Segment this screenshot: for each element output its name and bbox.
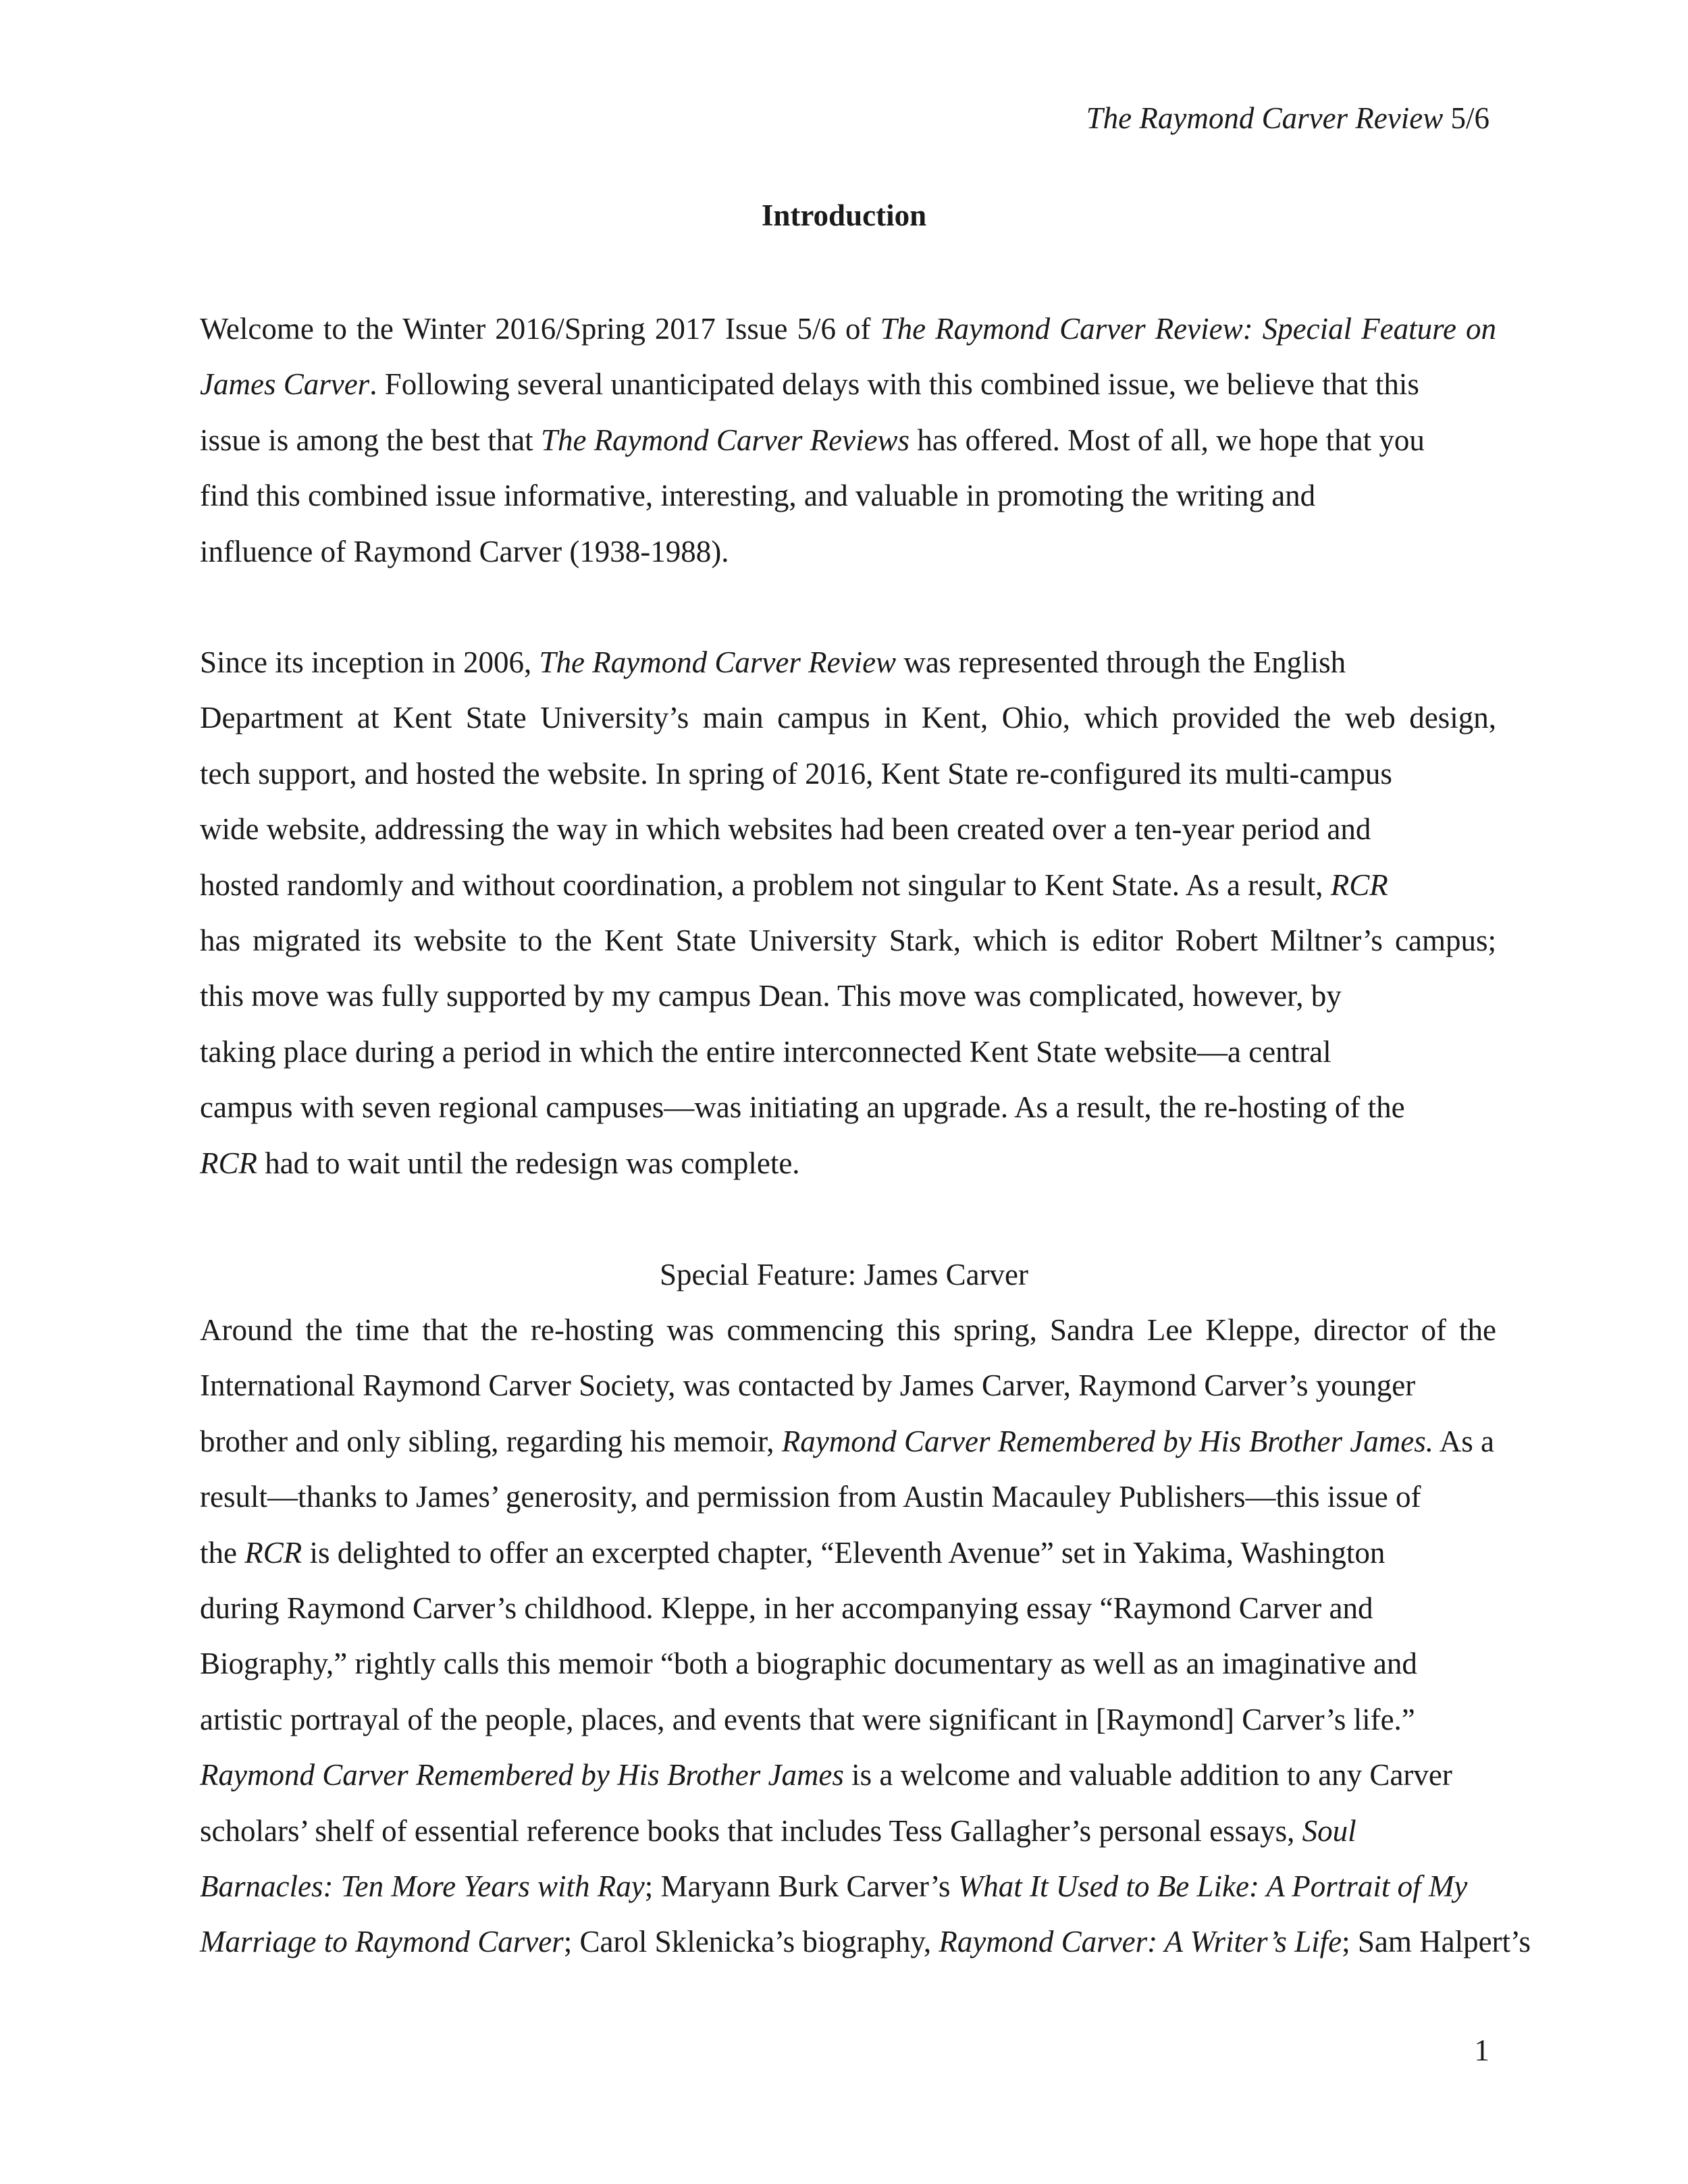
text-run: was represented through the English — [896, 645, 1346, 679]
text-run: As a — [1433, 1424, 1494, 1458]
text-line: Around the time that the re-hosting was commencing this spring, Sandra Lee Kleppe, director of the — [200, 1313, 1496, 1347]
italic-abbreviation: RCR — [200, 1146, 257, 1180]
italic-title: What It Used to Be Like: A Portrait of My — [957, 1869, 1468, 1904]
text-line — [200, 301, 1496, 356]
text-run: Welcome to the Winter 2016/Spring 2017 Issue 5/6 of — [200, 312, 880, 346]
text-line: International Raymond Carver Society, was contacted by James Carver, Raymond Carver’s younger — [200, 1368, 1416, 1403]
text-line: has migrated its website to the Kent State University Stark, which is editor Robert Miltner’s campus; — [200, 924, 1496, 958]
text-run: brother and only sibling, regarding his memoir, — [200, 1424, 782, 1458]
paragraph-history — [200, 635, 1496, 1191]
text-line: wide website, addressing the way in which websites had been created over a ten-year period and — [200, 812, 1371, 847]
text-line: taking place during a period in which the entire interconnected Kent State website—a central — [200, 1034, 1331, 1069]
text-line: influence of Raymond Carver (1938-1988). — [200, 534, 729, 568]
text-line: during Raymond Carver’s childhood. Kleppe, in her accompanying essay “Raymond Carver and — [200, 1591, 1373, 1626]
italic-title: Raymond Carver Remembered by His Brother James. — [781, 1424, 1433, 1458]
text-run: has offered. Most of all, we hope that you — [909, 423, 1425, 457]
text-run: hosted randomly and without coordination, a problem not singular to Kent State. As a result, — [200, 868, 1331, 902]
text-line — [200, 412, 1496, 468]
text-line: find this combined issue informative, interesting, and valuable in promoting the writing and — [200, 479, 1316, 513]
running-header-journal: The Raymond Carver Review — [1086, 101, 1444, 135]
paragraph-welcome — [200, 301, 1496, 579]
running-header — [1086, 99, 1489, 138]
text-run: Since its inception in 2006, — [200, 645, 539, 679]
italic-abbreviation: RCR — [244, 1535, 302, 1570]
italic-title: Marriage to Raymond Carver — [200, 1925, 564, 1959]
text-line: Biography,” rightly calls this memoir “both a biographic documentary as well as an imaginative and — [200, 1647, 1417, 1681]
text-run: the — [200, 1535, 245, 1570]
text-line — [200, 1914, 1531, 1969]
text-line: campus with seven regional campuses—was initiating an upgrade. As a result, the re-hosting of the — [200, 1090, 1405, 1125]
text-run: ; Sam Halpert’s — [1342, 1925, 1531, 1959]
italic-title: The Raymond Carver Reviews — [540, 423, 910, 457]
text-line — [200, 857, 1496, 913]
running-header-issue: 5/6 — [1450, 101, 1489, 135]
text-line — [200, 1414, 1496, 1469]
text-run: ; Carol Sklenicka’s biography, — [563, 1925, 939, 1959]
text-run: ; Maryann Burk Carver’s — [644, 1869, 958, 1904]
text-line: tech support, and hosted the website. In spring of 2016, Kent State re-configured its multi-campus — [200, 756, 1392, 791]
text-run: scholars’ shelf of essential reference books that includes Tess Gallagher’s personal essays, — [200, 1813, 1302, 1848]
page-title: Introduction — [761, 198, 927, 232]
text-run: . Following several unanticipated delays with this combined issue, we believe that this — [369, 367, 1419, 402]
italic-title: The Raymond Carver Review: Special Feature on — [880, 312, 1496, 346]
italic-title: James Carver — [200, 367, 370, 402]
text-line — [200, 1525, 1496, 1580]
text-run: issue is among the best that — [200, 423, 541, 457]
italic-title: The Raymond Carver Review — [539, 645, 897, 679]
page-number: 1 — [1474, 2033, 1489, 2067]
text-line — [200, 1747, 1496, 1803]
italic-title: Raymond Carver: A Writer’s Life — [939, 1925, 1342, 1959]
text-line — [200, 1859, 1496, 1914]
text-run: had to wait until the redesign was complete. — [257, 1146, 800, 1180]
italic-title: Barnacles: Ten More Years with Ray — [200, 1869, 645, 1904]
italic-abbreviation: RCR — [1330, 868, 1388, 902]
text-line — [200, 356, 1496, 412]
italic-title: Raymond Carver Remembered by His Brother James — [200, 1758, 844, 1792]
italic-title: Soul — [1302, 1813, 1356, 1848]
text-line — [200, 1136, 1496, 1191]
text-line: Department at Kent State University’s main campus in Kent, Ohio, which provided the web design, — [200, 701, 1496, 735]
section-heading: Special Feature: James Carver — [659, 1258, 1029, 1291]
text-line — [200, 635, 1496, 690]
text-line: this move was fully supported by my campus Dean. This move was complicated, however, by — [200, 979, 1342, 1013]
text-line — [200, 1803, 1496, 1859]
text-run: is a welcome and valuable addition to any Carver — [843, 1758, 1452, 1792]
text-line: artistic portrayal of the people, places, and events that were significant in [Raymond] Carver’s life.” — [200, 1702, 1415, 1736]
text-run: is delighted to offer an excerpted chapter, “Eleventh Avenue” set in Yakima, Washington — [302, 1535, 1386, 1570]
paragraph-special-feature — [200, 1302, 1531, 1970]
text-line: result—thanks to James’ generosity, and permission from Austin Macauley Publishers—this issue of — [200, 1480, 1421, 1514]
